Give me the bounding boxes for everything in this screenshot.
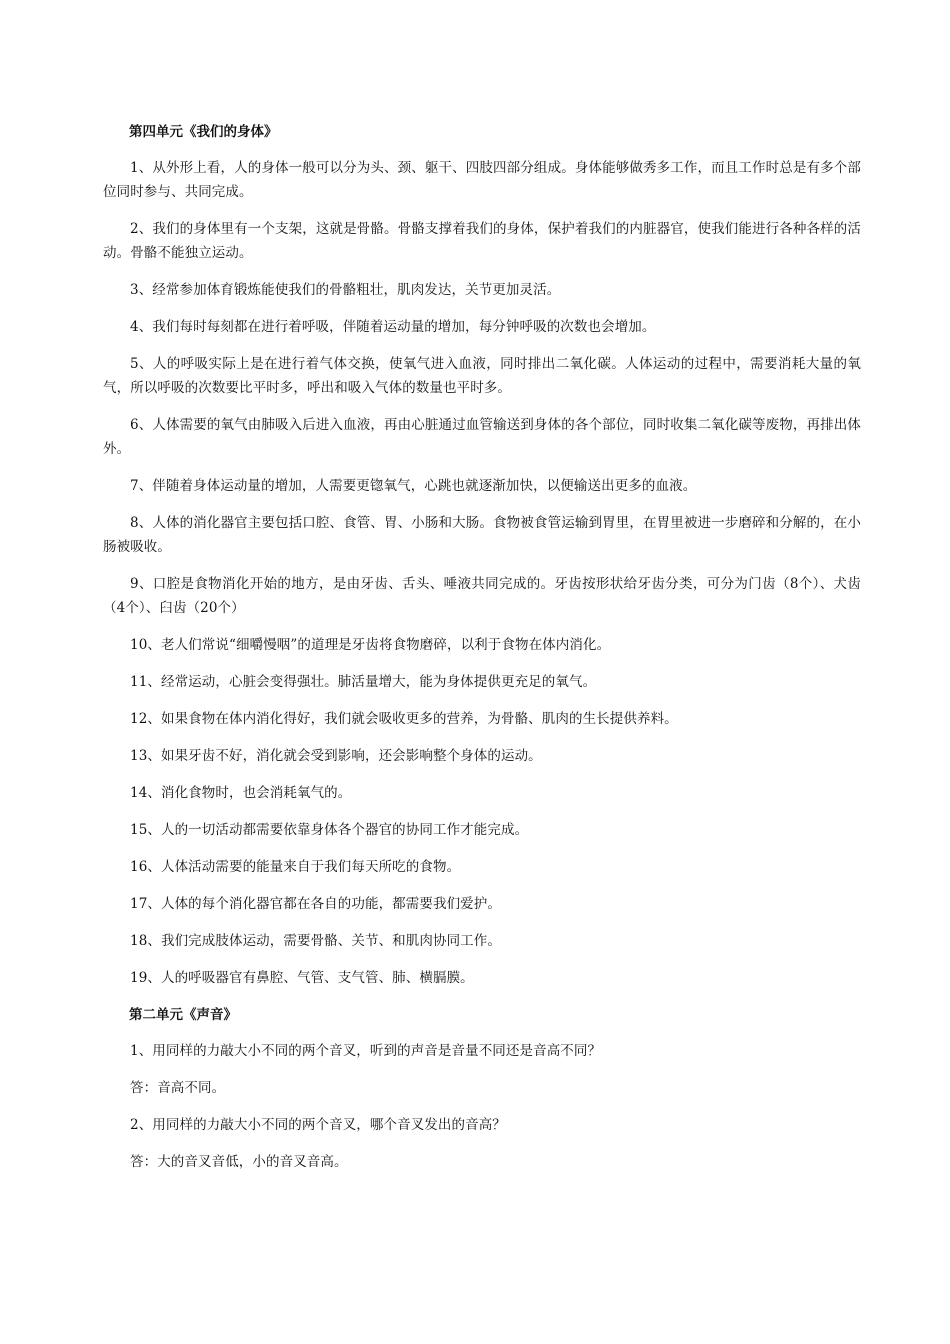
- answer: 答：音高不同。: [130, 1080, 226, 1096]
- paragraph: 10、老人们常说“细嚼慢咽”的道理是牙齿将食物磨碎，以利于食物在体内消化。: [130, 637, 611, 653]
- answer: 答：大的音叉音低，小的音叉音高。: [130, 1154, 348, 1170]
- paragraph: 3、经常参加体育锻炼能使我们的骨骼粗壮，肌肉发达，关节更加灵活。: [130, 282, 561, 298]
- paragraph: 14、消化食物时，也会消耗氧气的。: [130, 785, 352, 801]
- section-sound-unit: [103, 1003, 861, 1174]
- question: 2、用同样的力敲大小不同的两个音叉，哪个音叉发出的音高？: [130, 1117, 506, 1133]
- paragraph: 18、我们完成肢体运动，需要骨骼、关节、和肌肉协同工作。: [130, 933, 501, 949]
- paragraph: 1、从外形上看，人的身体一般可以分为头、颈、躯干、四肢四部分组成。身体能够做秀多工作，而且工作时总是有多个部位同时参与、共同完成。: [103, 160, 861, 200]
- paragraph: 7、伴随着身体运动量的增加，人需要更锪氧气，心跳也就逐渐加快，以便输送出更多的血液。: [130, 478, 697, 494]
- section-title: 第四单元《我们的身体》: [129, 124, 278, 140]
- paragraph: 5、人的呼吸实际上是在进行着气体交换，使氧气进入血液，同时排出二氧化碳。人体运动的过程中，需要消耗大量的氧气，所以呼吸的次数要比平时多，呼出和吸入气体的数量也平时多。: [103, 356, 861, 396]
- paragraph: 16、人体活动需要的能量来自于我们每天所吃的食物。: [130, 859, 461, 875]
- question: 1、用同样的力敲大小不同的两个音叉，听到的声音是音量不同还是音高不同？: [130, 1043, 602, 1059]
- paragraph: 11、经常运动，心脏会变得强壮。肺活量增大，能为身体提供更充足的氧气。: [130, 674, 597, 690]
- paragraph: 19、人的呼吸器官有鼻腔、气管、支气管、肺、横膈膜。: [130, 970, 474, 986]
- document-content: [103, 120, 861, 1187]
- paragraph: 9、口腔是食物消化开始的地方，是由牙齿、舌头、唾液共同完成的。牙齿按形状给牙齿分类，可分为门齿（8个）、犬齿（4个）、臼齿（20个）: [103, 576, 861, 616]
- section-body-unit: [103, 120, 861, 990]
- paragraph: 17、人体的每个消化器官都在各自的功能，都需要我们爱护。: [130, 896, 501, 912]
- paragraph: 8、人体的消化器官主要包括口腔、食管、胃、小肠和大肠。食物被食管运输到胃里，在胃里被进一步磨碎和分解的，在小肠被吸收。: [103, 515, 861, 555]
- paragraph: 13、如果牙齿不好，消化就会受到影响，还会影响整个身体的运动。: [130, 748, 542, 764]
- paragraph: 4、我们每时每刻都在进行着呼吸，伴随着运动量的增加，每分钟呼吸的次数也会增加。: [130, 319, 656, 335]
- paragraph: 15、人的一切活动都需要依靠身体各个器官的协同工作才能完成。: [130, 822, 529, 838]
- section-title: 第二单元《声音》: [129, 1007, 237, 1023]
- paragraph: 2、我们的身体里有一个支架，这就是骨骼。骨骼支撑着我们的身体，保护着我们的内脏器官，使我们能进行各种各样的活动。骨骼不能独立运动。: [103, 221, 861, 261]
- paragraph: 12、如果食物在体内消化得好，我们就会吸收更多的营养，为骨骼、肌肉的生长提供养料。: [130, 711, 678, 727]
- paragraph: 6、人体需要的氧气由肺吸入后进入血液，再由心脏通过血管输送到身体的各个部位，同时收集二氧化碳等废物，再排出体外。: [103, 417, 861, 457]
